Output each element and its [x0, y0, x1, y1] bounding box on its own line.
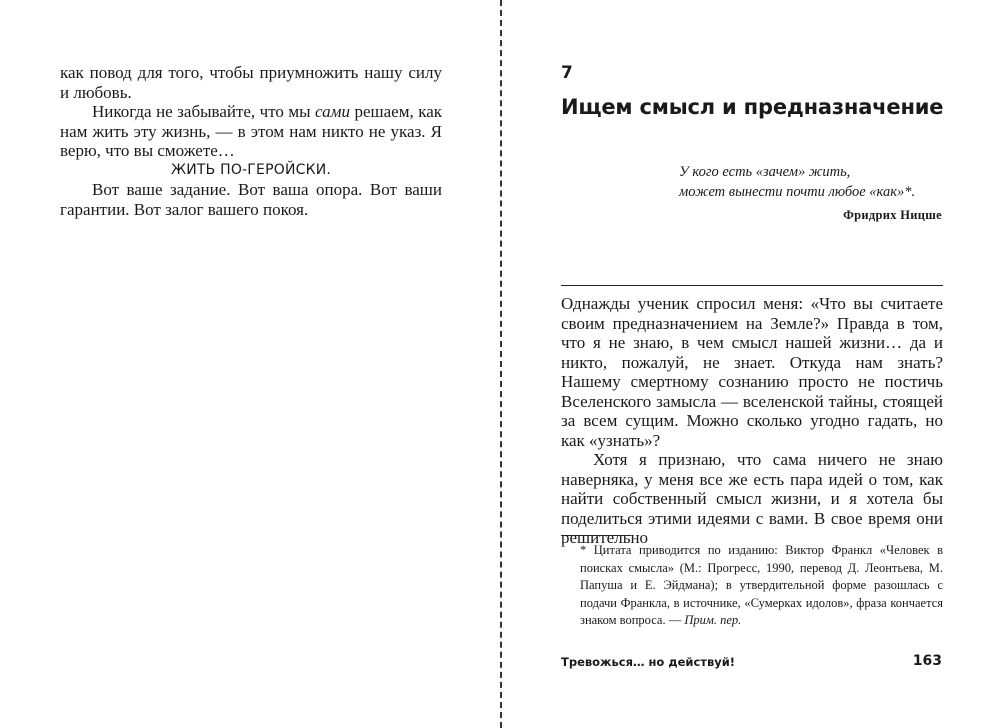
chapter-title: Ищем смысл и предназначение: [561, 95, 944, 119]
running-footer-title: Тревожься… но действуй!: [561, 655, 736, 669]
section-heading: ЖИТЬ ПО-ГЕРОЙСКИ.: [170, 161, 332, 178]
epigraph-line-2: может вынести почти любое «как»*.: [679, 184, 916, 200]
left-page-text: [60, 63, 442, 219]
chapter-rule: [561, 285, 943, 286]
page-number: 163: [912, 653, 942, 669]
epigraph-author: Фридрих Ницше: [843, 208, 942, 222]
left-paragraph-3: Вот ваше задание. Вот ваша опора. Вот ваши гарантии. Вот залог вашего покоя.: [60, 180, 442, 219]
chapter-number: 7: [561, 63, 573, 83]
emphasis-sami: сами: [315, 102, 351, 121]
epigraph: [622, 162, 942, 202]
left-paragraph-1: как повод для того, чтобы приумножить нашу силу и любовь.: [60, 63, 442, 102]
right-paragraph-2: Хотя я признаю, что сама ничего не знаю наверняка, у меня все же есть пара идей о том, как найти собственный смысл жизни, и я хотела бы поделиться этими идеями с вами. В свое время они решительно: [561, 450, 943, 547]
left-paragraph-2: [60, 102, 442, 161]
footnote: [580, 542, 943, 630]
footnote-note: Прим. пер.: [684, 613, 742, 627]
right-page: [502, 0, 1000, 728]
right-page-text: [561, 294, 943, 548]
right-paragraph-1: Однажды ученик спросил меня: «Что вы считаете своим предназначением на Земле?» Правда в том, что я не знаю, в чем смысл нашей жизни… да и никто, пожалуй, не знает. Откуда нам знать? Нашему смертному сознанию просто не постичь Вселенского замысла — вселенской тайны, стоящей за всем сущим. Можно сколько угодно гадать, но как «узнать»?: [561, 294, 943, 450]
epigraph-line-1: У кого есть «зачем» жить,: [679, 164, 851, 180]
left-paragraph-2-end: решаем, как нам жить эту жизнь, — в этом нам никто не указ. Я верю, что вы сможете…: [60, 102, 443, 160]
footnote-text: * Цитата приводится по изданию: Виктор Франкл «Человек в поисках смысла» (М.: Прогресс, 1990, перевод Д. Леонтьева, М. Папуша и Е. Эйдмана); в утвердительной форме разошлась с подачи Франкла, в источнике, «Сумерках идолов», фраза кончается знаком вопроса. —: [580, 543, 943, 627]
footnote-rule: [561, 535, 631, 536]
left-paragraph-2-start: Никогда не забывайте, что мы: [92, 102, 316, 121]
